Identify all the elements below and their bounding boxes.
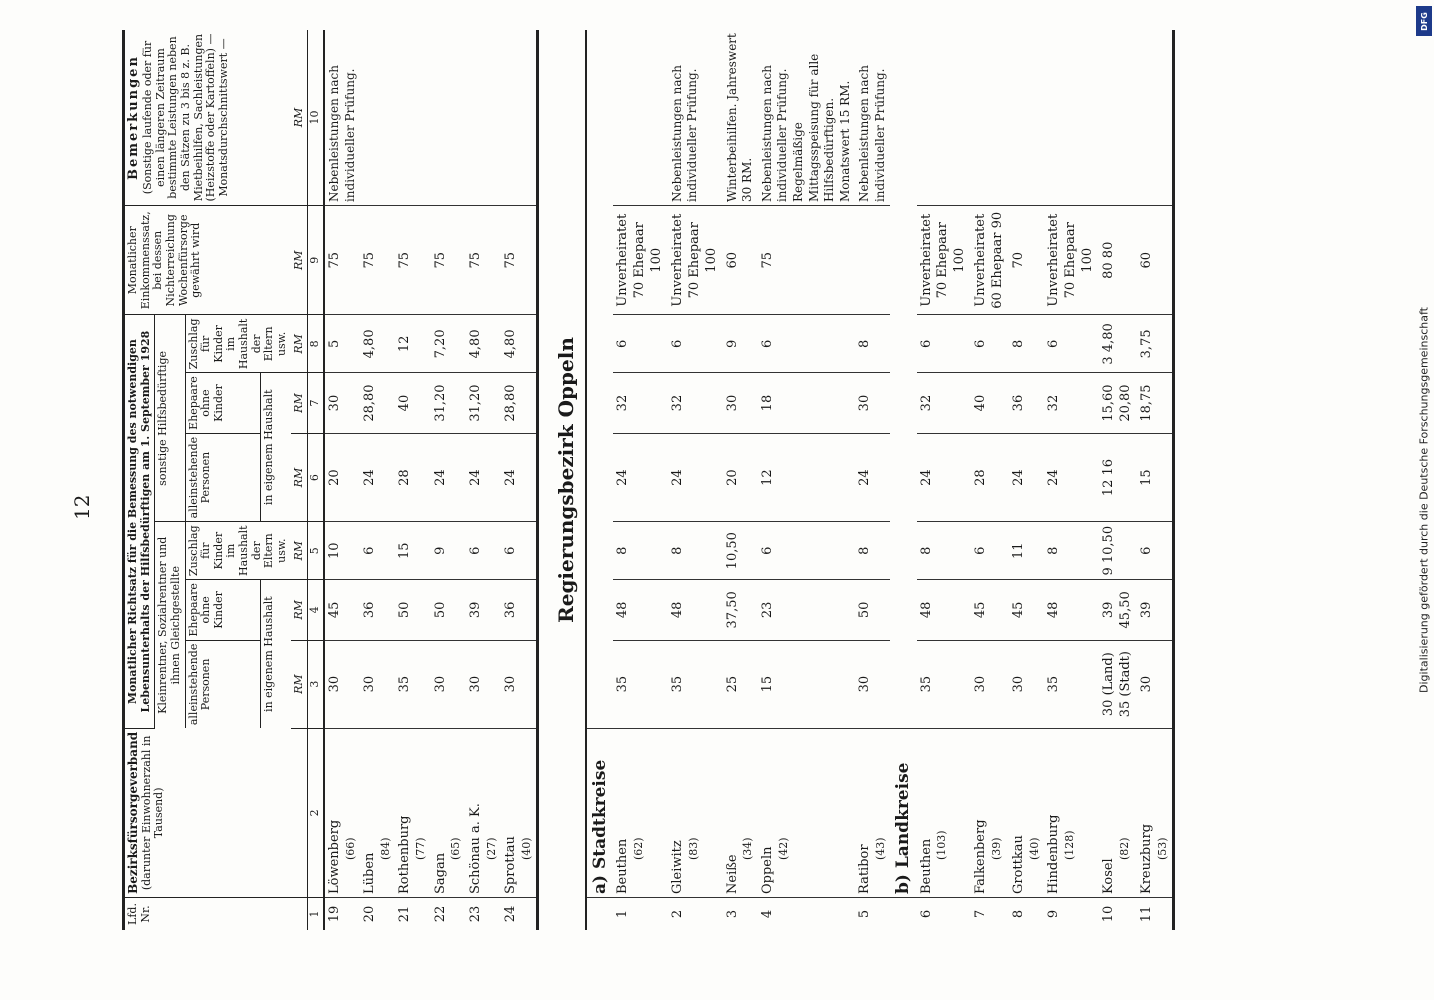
cell-bemerkungen: Nebenleistungen nach individueller Prüfung.: [668, 30, 723, 206]
table-body-landkreise: [917, 30, 1174, 930]
header-bemerkungen-sub: (Sonstige laufende oder für einen längeren Zeitraum bestimmte Leistungen neben den Sätzen zu 3 bis 8 z. B. Mietbeihilfen, Sachleistungen (Heizstoffe oder Kartoffeln) — Monatsdurchschnittswert —: [140, 33, 230, 202]
row-number: 21: [397, 905, 413, 923]
group-a-title: a) Stadtkreise: [586, 728, 613, 897]
group-a-fill: [586, 30, 613, 728]
row-number: 11: [1137, 898, 1174, 931]
group-b-title: b) Landkreise: [890, 728, 916, 897]
cell-kleinrentner-ehepaare: 23: [758, 580, 856, 641]
cell-einkommenssatz: Unverheiratet 70 Ehepaar 100: [613, 206, 668, 315]
cell-sonstige-ehepaare: 30: [723, 373, 758, 434]
cell-kleinrentner-ehepaare: 36: [360, 580, 395, 641]
population-label: (39): [990, 837, 1004, 860]
cell-einkommenssatz: 75: [501, 206, 538, 315]
cell-kleinrentner-alleinstehend: 30: [431, 640, 466, 728]
header-a-zuschlag: Zuschlag für Kinder im Haushalt der Eltern usw.: [185, 522, 291, 580]
cell-sonstige-alleinstehend: 24: [501, 433, 538, 522]
table-row: [466, 30, 501, 930]
cell-einkommenssatz: 75: [758, 206, 856, 315]
population-label: (43): [874, 837, 888, 860]
population-label: (62): [632, 837, 646, 860]
cell-bemerkungen: [360, 30, 395, 206]
row-number: 3: [724, 909, 740, 919]
header-a-eigener-haushalt: in eigenem Haushalt: [261, 580, 291, 729]
row-number: 6: [918, 909, 934, 919]
population-label: (42): [776, 837, 790, 860]
unit-col6: RM: [291, 433, 308, 522]
district-name: [613, 728, 668, 897]
population-label: (103): [935, 830, 949, 860]
district-label: Hindenburg: [1046, 814, 1062, 894]
header-bezirk-title: Bezirksfürsorgeverband: [126, 731, 140, 894]
cell-sonstige-ehepaare: 36: [1009, 373, 1044, 434]
header-bezirk: [124, 728, 291, 897]
table-body-top: [324, 30, 538, 930]
header-bezirk-sub: (darunter Einwohnerzahl in Tausend): [139, 735, 166, 891]
unit-col5: RM: [291, 522, 308, 580]
cell-bemerkungen: [501, 30, 538, 206]
colnum-9: 9: [308, 206, 324, 315]
cell-sonstige-alleinstehend: 12 16: [1099, 433, 1137, 522]
unit-col10: RM: [291, 30, 308, 206]
richtsatz-table: [122, 30, 1175, 930]
cell-einkommenssatz: 80 80: [1099, 206, 1137, 315]
cell-einkommenssatz: 75: [360, 206, 395, 315]
unit-col1: [291, 898, 308, 931]
district-label: Kosel: [1100, 858, 1116, 894]
cell-sonstige-alleinstehend: 24: [613, 433, 668, 522]
cell-kleinrentner-zuschlag: 10,50: [723, 522, 758, 580]
cell-sonstige-ehepaare: 40: [395, 373, 430, 434]
table-row: [971, 30, 1009, 930]
cell-kleinrentner-alleinstehend: 35: [1044, 640, 1099, 728]
cell-sonstige-zuschlag: 3 4,80: [1099, 315, 1137, 373]
cell-bemerkungen: [431, 30, 466, 206]
row-number: 1: [615, 909, 631, 919]
cell-sonstige-alleinstehend: 24: [917, 433, 972, 522]
header-b-alleinstehend: alleinstehende Personen: [185, 433, 260, 522]
population-label: (53): [1155, 837, 1169, 860]
row-number: 5: [857, 909, 873, 919]
cell-kleinrentner-alleinstehend: 30: [1137, 640, 1174, 728]
cell-kleinrentner-ehepaare: 48: [917, 580, 972, 641]
cell-kleinrentner-ehepaare: 45: [971, 580, 1009, 641]
district-label: Lüben: [362, 852, 378, 894]
cell-sonstige-alleinstehend: 12: [758, 433, 856, 522]
cell-kleinrentner-zuschlag: 6: [971, 522, 1009, 580]
cell-sonstige-alleinstehend: 24: [855, 433, 890, 522]
table-row: [395, 30, 430, 930]
row-number: 8: [1011, 909, 1027, 919]
district-name: [971, 728, 1009, 897]
cell-kleinrentner-alleinstehend: 30: [466, 640, 501, 728]
cell-bemerkungen: Winterbeihilfen. Jahreswert 30 RM.: [723, 30, 758, 206]
cell-kleinrentner-alleinstehend: 30: [1009, 640, 1044, 728]
cell-bemerkungen: [917, 30, 972, 206]
population-label: (77): [414, 837, 428, 860]
cell-kleinrentner-zuschlag: 6: [360, 522, 395, 580]
cell-kleinrentner-ehepaare: 36: [501, 580, 538, 641]
district-label: Schönau a. K.: [467, 803, 483, 894]
population-label: (84): [379, 837, 393, 860]
header-richtsatz: Monatlicher Richtsatz für die Bemessung des notwendigen Lebensunterhalts der Hilfsbedürftigen am 1. September 1928: [124, 315, 155, 728]
table-row: [1044, 30, 1099, 930]
cell-einkommenssatz: 75: [466, 206, 501, 315]
cell-bemerkungen: Nebenleistungen nach individueller Prüfung. Regelmäßige Mittagsspeisung für alle Hilfsbedürftigen. Monatswert 15 RM.: [758, 30, 856, 206]
cell-kleinrentner-zuschlag: 6: [758, 522, 856, 580]
table-body-stadtkreise: [613, 30, 890, 930]
table-row: [723, 30, 758, 930]
dfg-logo-text: DFG: [1419, 11, 1429, 31]
cell-kleinrentner-alleinstehend: 15: [758, 640, 856, 728]
header-lfd-nr: Lfd. Nr.: [124, 898, 291, 931]
cell-bemerkungen: [466, 30, 501, 206]
cell-kleinrentner-alleinstehend: 25: [723, 640, 758, 728]
cell-sonstige-zuschlag: 5: [324, 315, 360, 373]
unit-col3: RM: [291, 640, 308, 728]
cell-kleinrentner-ehepaare: 45: [1009, 580, 1044, 641]
colnum-6: 6: [308, 433, 324, 522]
cell-kleinrentner-ehepaare: 39 45,50: [1099, 580, 1137, 641]
row-number: 22: [432, 905, 448, 923]
table-row: [613, 30, 668, 930]
district-name: [360, 728, 395, 897]
district-label: Sagan: [432, 852, 448, 894]
district-name: [1137, 728, 1174, 897]
cell-sonstige-zuschlag: 4,80: [360, 315, 395, 373]
cell-kleinrentner-alleinstehend: 30: [855, 640, 890, 728]
cell-kleinrentner-alleinstehend: 35: [613, 640, 668, 728]
cell-kleinrentner-ehepaare: 48: [1044, 580, 1099, 641]
cell-sonstige-zuschlag: 3,75: [1137, 315, 1174, 373]
population-label: (82): [1117, 837, 1131, 860]
unit-col9: RM: [291, 206, 308, 315]
cell-sonstige-zuschlag: 4,80: [501, 315, 538, 373]
header-b-zuschlag: Zuschlag für Kinder im Haushalt der Eltern usw.: [185, 315, 291, 373]
page-number: 12: [70, 494, 94, 520]
cell-kleinrentner-alleinstehend: 30 (Land) 35 (Stadt): [1099, 640, 1137, 728]
row-number: 10: [1100, 905, 1116, 923]
header-sonstige: sonstige Hilfsbedürftige: [155, 315, 185, 522]
cell-kleinrentner-zuschlag: 10: [324, 522, 360, 580]
cell-sonstige-alleinstehend: 24: [1009, 433, 1044, 522]
district-name: [1044, 728, 1099, 897]
cell-kleinrentner-zuschlag: 8: [613, 522, 668, 580]
cell-sonstige-ehepaare: 30: [855, 373, 890, 434]
district-name: [1099, 728, 1137, 897]
group-a-nr-cell: [586, 898, 613, 931]
group-b-fill: [890, 30, 916, 728]
cell-sonstige-zuschlag: 4,80: [466, 315, 501, 373]
cell-kleinrentner-zuschlag: 15: [395, 522, 430, 580]
district-name: [855, 728, 890, 897]
district-label: Rothenburg: [397, 815, 413, 894]
table-row: [1137, 30, 1174, 930]
header-einkommenssatz: Monatlicher Einkommenssatz, bei dessen Nichterreichung Wochenfürsorge gewährt wird: [124, 206, 291, 315]
cell-sonstige-ehepaare: 31,20: [466, 373, 501, 434]
cell-einkommenssatz: Unverheiratet 60 Ehepaar 90: [971, 206, 1009, 315]
header-a-ehepaare: Ehepaare ohne Kinder: [185, 580, 260, 641]
table-row: [431, 30, 466, 930]
table-row: [855, 30, 890, 930]
header-b-ehepaare: Ehepaare ohne Kinder: [185, 373, 260, 434]
header-b-eigener-haushalt: in eigenem Haushalt: [261, 373, 291, 522]
cell-sonstige-zuschlag: 7,20: [431, 315, 466, 373]
cell-kleinrentner-alleinstehend: 35: [395, 640, 430, 728]
dfg-logo: [1416, 6, 1432, 36]
population-label: (66): [343, 837, 357, 860]
colnum-2: 2: [308, 728, 324, 897]
section-title: Regierungsbezirk Oppeln: [538, 30, 587, 930]
cell-sonstige-ehepaare: 32: [1044, 373, 1099, 434]
cell-kleinrentner-ehepaare: 50: [855, 580, 890, 641]
cell-sonstige-zuschlag: 6: [668, 315, 723, 373]
cell-sonstige-alleinstehend: 28: [971, 433, 1009, 522]
cell-kleinrentner-alleinstehend: 30: [360, 640, 395, 728]
cell-sonstige-ehepaare: 30: [324, 373, 360, 434]
cell-kleinrentner-zuschlag: 8: [917, 522, 972, 580]
cell-bemerkungen: [1044, 30, 1099, 206]
table-row: [1009, 30, 1044, 930]
cell-bemerkungen: Nebenleistungen nach individueller Prüfung.: [324, 30, 360, 206]
cell-kleinrentner-ehepaare: 50: [395, 580, 430, 641]
district-label: Löwenberg: [326, 819, 342, 894]
colnum-4: 4: [308, 580, 324, 641]
table-row: [1099, 30, 1137, 930]
cell-sonstige-alleinstehend: 24: [466, 433, 501, 522]
colnum-3: 3: [308, 640, 324, 728]
header-kleinrentner: Kleinrentner, Sozialrentner und ihnen Gleichgestellte: [155, 522, 185, 728]
cell-bemerkungen: Nebenleistungen nach individueller Prüfung.: [855, 30, 890, 206]
cell-kleinrentner-zuschlag: 6: [466, 522, 501, 580]
district-label: Beuthen: [615, 838, 631, 894]
cell-sonstige-ehepaare: 31,20: [431, 373, 466, 434]
district-name: [466, 728, 501, 897]
cell-sonstige-ehepaare: 15,60 20,80: [1099, 373, 1137, 434]
cell-bemerkungen: [971, 30, 1009, 206]
cell-kleinrentner-alleinstehend: 30: [324, 640, 360, 728]
population-label: (65): [449, 837, 463, 860]
rotated-page: [70, 0, 1370, 1000]
table-row: [917, 30, 972, 930]
row-number: 2: [669, 909, 685, 919]
cell-sonstige-zuschlag: 9: [723, 315, 758, 373]
colnum-10: 10: [308, 30, 324, 206]
district-name: [917, 728, 972, 897]
cell-kleinrentner-ehepaare: 50: [431, 580, 466, 641]
population-label: (34): [741, 837, 755, 860]
district-name: [501, 728, 538, 897]
cell-einkommenssatz: Unverheiratet 70 Ehepaar 100: [1044, 206, 1099, 315]
cell-kleinrentner-ehepaare: 39: [1137, 580, 1174, 641]
cell-sonstige-ehepaare: 28,80: [360, 373, 395, 434]
cell-bemerkungen: [1099, 30, 1137, 206]
district-label: Sprottau: [502, 836, 518, 894]
district-name: [668, 728, 723, 897]
population-label: (83): [686, 837, 700, 860]
cell-einkommenssatz: [855, 206, 890, 315]
district-label: Falkenberg: [973, 819, 989, 894]
unit-col8: RM: [291, 315, 308, 373]
cell-einkommenssatz: 75: [431, 206, 466, 315]
table-row: [360, 30, 395, 930]
colnum-5: 5: [308, 522, 324, 580]
population-label: (40): [519, 837, 533, 860]
unit-col7: RM: [291, 373, 308, 434]
cell-kleinrentner-ehepaare: 45: [324, 580, 360, 641]
cell-kleinrentner-alleinstehend: 35: [668, 640, 723, 728]
district-name: [723, 728, 758, 897]
table-row: [501, 30, 538, 930]
colnum-1: 1: [308, 898, 324, 931]
cell-sonstige-zuschlag: 12: [395, 315, 430, 373]
cell-einkommenssatz: 60: [1137, 206, 1174, 315]
district-label: Ratibor: [857, 844, 873, 894]
header-bemerkungen-title: Bemerkungen: [126, 55, 141, 180]
district-label: Grottkau: [1011, 835, 1027, 894]
cell-bemerkungen: [1009, 30, 1044, 206]
table-row: [668, 30, 723, 930]
cell-sonstige-alleinstehend: 24: [668, 433, 723, 522]
cell-sonstige-alleinstehend: 24: [360, 433, 395, 522]
cell-sonstige-ehepaare: 32: [668, 373, 723, 434]
cell-sonstige-ehepaare: 40: [971, 373, 1009, 434]
row-number: 23: [467, 905, 483, 923]
row-number: 19: [326, 905, 342, 923]
cell-kleinrentner-zuschlag: 11: [1009, 522, 1044, 580]
colnum-7: 7: [308, 373, 324, 434]
section-header: [538, 30, 614, 930]
unit-col2: [291, 728, 308, 897]
population-label: (40): [1027, 837, 1041, 860]
cell-kleinrentner-ehepaare: 39: [466, 580, 501, 641]
cell-kleinrentner-alleinstehend: 30: [971, 640, 1009, 728]
cell-einkommenssatz: 70: [1009, 206, 1044, 315]
cell-sonstige-zuschlag: 6: [971, 315, 1009, 373]
cell-kleinrentner-zuschlag: 6: [1137, 522, 1174, 580]
cell-sonstige-alleinstehend: 24: [431, 433, 466, 522]
district-label: Beuthen: [918, 838, 934, 894]
cell-einkommenssatz: 60: [723, 206, 758, 315]
cell-sonstige-ehepaare: 32: [613, 373, 668, 434]
cell-kleinrentner-zuschlag: 6: [501, 522, 538, 580]
cell-bemerkungen: [1137, 30, 1174, 206]
row-number: 4: [759, 909, 775, 919]
cell-sonstige-zuschlag: 6: [1044, 315, 1099, 373]
district-label: Neiße: [724, 854, 740, 894]
cell-einkommenssatz: Unverheiratet 70 Ehepaar 100: [917, 206, 972, 315]
cell-sonstige-ehepaare: 18: [758, 373, 856, 434]
table-row: [758, 30, 856, 930]
row-number: 24: [502, 905, 518, 923]
district-name: [431, 728, 466, 897]
district-label: Gleiwitz: [669, 840, 685, 894]
cell-einkommenssatz: 75: [395, 206, 430, 315]
cell-sonstige-alleinstehend: 28: [395, 433, 430, 522]
cell-sonstige-ehepaare: 18,75: [1137, 373, 1174, 434]
cell-kleinrentner-zuschlag: 8: [1044, 522, 1099, 580]
cell-sonstige-alleinstehend: 20: [324, 433, 360, 522]
row-number: 9: [1046, 909, 1062, 919]
cell-kleinrentner-ehepaare: 48: [613, 580, 668, 641]
district-name: [1009, 728, 1044, 897]
cell-bemerkungen: [395, 30, 430, 206]
colnum-8: 8: [308, 315, 324, 373]
cell-kleinrentner-zuschlag: 9 10,50: [1099, 522, 1137, 580]
population-label: (27): [484, 837, 498, 860]
group-b-header: [890, 30, 916, 930]
cell-kleinrentner-alleinstehend: 35: [917, 640, 972, 728]
cell-kleinrentner-zuschlag: 9: [431, 522, 466, 580]
cell-bemerkungen: [613, 30, 668, 206]
cell-kleinrentner-ehepaare: 48: [668, 580, 723, 641]
table-row: [324, 30, 360, 930]
cell-sonstige-zuschlag: 8: [855, 315, 890, 373]
cell-sonstige-ehepaare: 32: [917, 373, 972, 434]
cell-kleinrentner-ehepaare: 37,50: [723, 580, 758, 641]
group-b-nr-cell: [890, 898, 916, 931]
district-name: [758, 728, 856, 897]
district-label: Kreuzburg: [1138, 823, 1154, 894]
district-name: [395, 728, 430, 897]
row-number: 20: [362, 905, 378, 923]
population-label: (128): [1063, 830, 1077, 860]
digitization-credit: Digitalisierung gefördert durch die Deutsche Forschungsgemeinschaft: [1417, 307, 1431, 693]
cell-sonstige-zuschlag: 6: [613, 315, 668, 373]
cell-sonstige-ehepaare: 28,80: [501, 373, 538, 434]
header-bemerkungen: [124, 30, 291, 206]
cell-sonstige-alleinstehend: 15: [1137, 433, 1174, 522]
cell-sonstige-zuschlag: 6: [917, 315, 972, 373]
cell-sonstige-zuschlag: 8: [1009, 315, 1044, 373]
cell-kleinrentner-alleinstehend: 30: [501, 640, 538, 728]
cell-kleinrentner-zuschlag: 8: [855, 522, 890, 580]
unit-col4: RM: [291, 580, 308, 641]
row-number: 7: [973, 909, 989, 919]
cell-einkommenssatz: Unverheiratet 70 Ehepaar 100: [668, 206, 723, 315]
cell-sonstige-alleinstehend: 24: [1044, 433, 1099, 522]
cell-sonstige-zuschlag: 6: [758, 315, 856, 373]
cell-einkommenssatz: 75: [324, 206, 360, 315]
district-label: Oppeln: [759, 846, 775, 894]
header-a-alleinstehend: alleinstehende Personen: [185, 640, 260, 728]
cell-kleinrentner-zuschlag: 8: [668, 522, 723, 580]
district-name: [324, 728, 360, 897]
cell-sonstige-alleinstehend: 20: [723, 433, 758, 522]
